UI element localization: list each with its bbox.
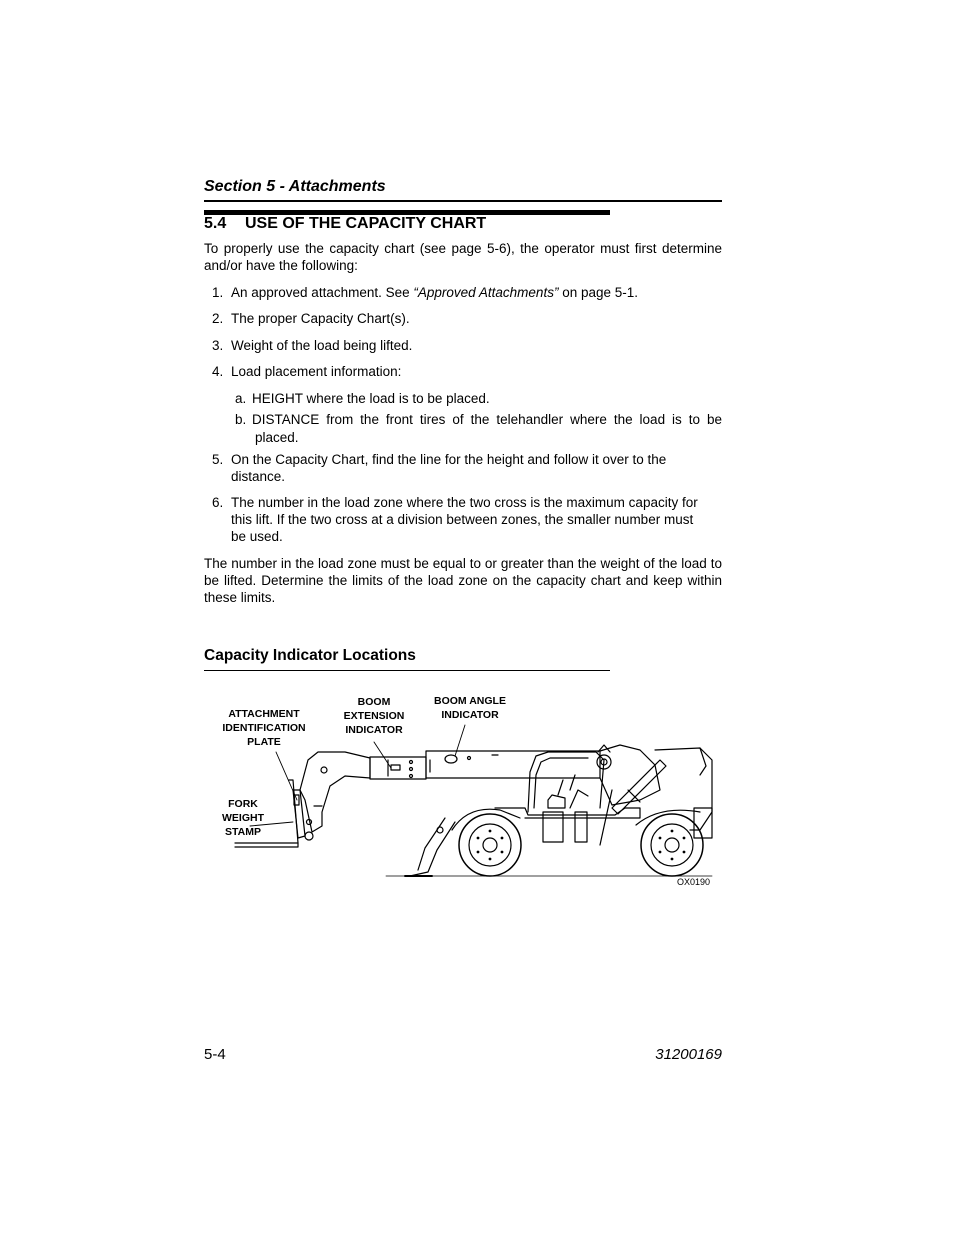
label-line: INDICATOR bbox=[345, 724, 403, 736]
rear-frame bbox=[655, 748, 712, 830]
label-line: STAMP bbox=[225, 826, 261, 838]
wheel-bolt bbox=[477, 837, 480, 840]
list-item-4b-line2: placed. bbox=[255, 430, 299, 445]
page-number: 5-4 bbox=[204, 1046, 226, 1063]
section-header: Section 5 - Attachments bbox=[204, 178, 386, 195]
front-tire bbox=[459, 814, 521, 876]
label-line: FORK bbox=[228, 798, 258, 810]
wheel-bolt bbox=[489, 858, 492, 861]
label-attachment-plate bbox=[214, 707, 314, 749]
lift-cylinder bbox=[612, 760, 666, 814]
boom-rivet bbox=[410, 775, 413, 778]
cab-window-line bbox=[558, 780, 563, 795]
leader-attachment-plate bbox=[276, 752, 297, 800]
wheel-bolt bbox=[477, 851, 480, 854]
wheel-bolt bbox=[501, 851, 504, 854]
cab-frame bbox=[528, 752, 604, 812]
wheel-bolt bbox=[671, 858, 674, 861]
list-item-1-post: on page 5-1. bbox=[558, 285, 639, 300]
cab-door bbox=[534, 758, 588, 808]
list-number-3: 3. bbox=[212, 338, 224, 353]
list-item-6-line1: The number in the load zone where the two cross is the maximum capacity for bbox=[231, 495, 698, 510]
rear-tire bbox=[641, 814, 703, 876]
boom-rivet bbox=[468, 757, 471, 760]
list-item-2: The proper Capacity Chart(s). bbox=[231, 311, 410, 326]
rear-hub bbox=[665, 838, 679, 852]
stabilizer-arm bbox=[410, 822, 455, 876]
cab-window-line bbox=[570, 775, 575, 790]
list-item-5-line2: distance. bbox=[231, 469, 286, 484]
label-line: WEIGHT bbox=[222, 812, 264, 824]
approved-attachments-ref: “Approved Attachments” bbox=[413, 285, 559, 300]
wheel-bolt bbox=[683, 851, 686, 854]
heading-number: 5.4 bbox=[204, 215, 227, 232]
label-line: BOOM bbox=[357, 696, 391, 708]
attachment-pivot bbox=[305, 832, 313, 840]
stabilizer-pin bbox=[437, 827, 443, 833]
rear-frame-detail bbox=[700, 748, 706, 775]
figure-code: OX0190 bbox=[677, 877, 711, 887]
label-line: ATTACHMENT bbox=[228, 708, 300, 720]
wheel-bolt bbox=[659, 851, 662, 854]
leader-boom-extension bbox=[374, 742, 391, 768]
wheel-bolt bbox=[501, 837, 504, 840]
label-boom-angle bbox=[425, 694, 515, 722]
list-item-6-line2: this lift. If the two cross at a division between zones, the smaller number must bbox=[231, 512, 694, 527]
label-line: EXTENSION bbox=[343, 710, 405, 722]
boom-head-pin bbox=[321, 767, 327, 773]
boom-extension-indicator bbox=[391, 765, 400, 770]
label-line: BOOM ANGLE bbox=[434, 695, 506, 707]
wheel-bolt bbox=[671, 830, 674, 833]
document-number: 31200169 bbox=[655, 1046, 722, 1063]
front-fender bbox=[452, 809, 520, 830]
wheel-bolt bbox=[659, 837, 662, 840]
fork-tine bbox=[235, 843, 298, 847]
wheel-bolt bbox=[683, 837, 686, 840]
list-letter-a: a. bbox=[235, 391, 247, 406]
list-item-3: Weight of the load being lifted. bbox=[231, 338, 413, 353]
wheel-bolt bbox=[489, 830, 492, 833]
list-number-1: 1. bbox=[212, 285, 224, 300]
rear-fender bbox=[636, 810, 700, 825]
list-item-4a: HEIGHT where the load is to be placed. bbox=[252, 391, 490, 406]
boom-extension bbox=[370, 757, 426, 779]
intro-paragraph: To properly use the capacity chart (see page 5-6), the operator must first determine and/or have the following: bbox=[204, 241, 722, 273]
list-number-6: 6. bbox=[212, 495, 224, 510]
list-item-4b-line1: DISTANCE from the front tires of the telehandler where the load is to be bbox=[252, 412, 722, 427]
list-number-5: 5. bbox=[212, 452, 224, 467]
cab-step bbox=[575, 812, 587, 842]
operator-seat bbox=[548, 795, 565, 808]
front-hub bbox=[483, 838, 497, 852]
list-item-1-pre: An approved attachment. See bbox=[231, 285, 414, 300]
load-zone-paragraph: The number in the load zone must be equal to or greater than the weight of the load to be lifted. Determine the limits of the load zone on the capacity chart and keep within these limits. bbox=[204, 556, 722, 605]
list-item-5-line1: On the Capacity Chart, find the line for the height and follow it over to the bbox=[231, 452, 667, 467]
boom-rivet bbox=[410, 768, 413, 771]
cylinder-detail bbox=[628, 790, 640, 802]
boom-rivet bbox=[410, 761, 413, 764]
label-line: IDENTIFICATION bbox=[222, 722, 306, 734]
label-fork-weight-stamp bbox=[213, 797, 273, 839]
list-item-6-line3: be used. bbox=[231, 529, 283, 544]
list-item-4: Load placement information: bbox=[231, 364, 402, 379]
heading-title: USE OF THE CAPACITY CHART bbox=[245, 215, 487, 232]
label-boom-extension bbox=[334, 695, 414, 737]
label-line: PLATE bbox=[247, 736, 281, 748]
list-number-2: 2. bbox=[212, 311, 224, 326]
list-letter-b: b. bbox=[235, 412, 247, 427]
list-number-4: 4. bbox=[212, 364, 224, 379]
label-line: INDICATOR bbox=[441, 709, 499, 721]
counterweight bbox=[694, 808, 712, 838]
subheading: Capacity Indicator Locations bbox=[204, 647, 416, 664]
steering-column bbox=[570, 790, 588, 808]
boom-pivot-bracket bbox=[600, 745, 660, 805]
cab-lower-panel bbox=[543, 812, 563, 842]
